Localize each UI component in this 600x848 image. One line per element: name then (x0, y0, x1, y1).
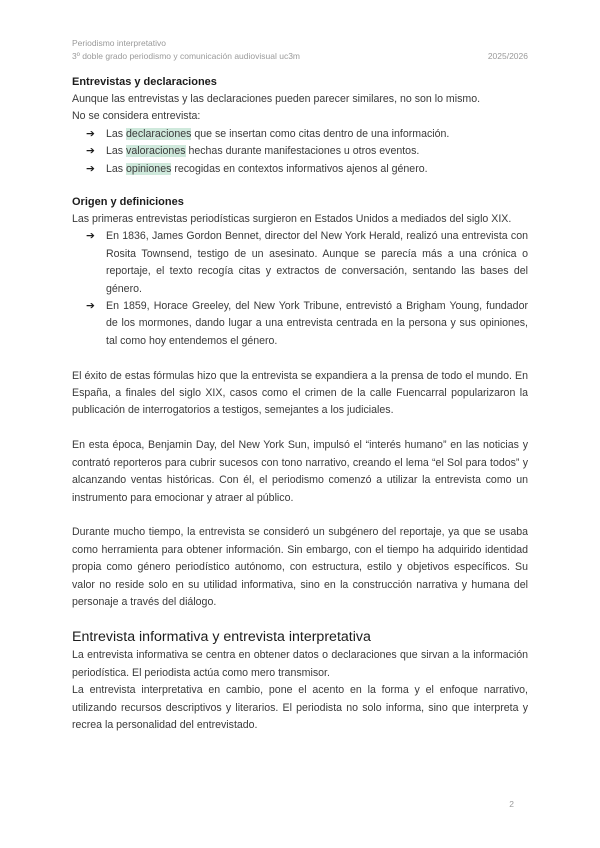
paragraph: El éxito de estas fórmulas hizo que la entrevista se expandiera a la prensa de todo el mundo. En España, a finales del siglo XIX, casos como el crimen de la calle Fuencarral popularizaron la publicación de interrogatorios a testigos, semejantes a los judiciales. (72, 369, 528, 417)
paragraph: Las primeras entrevistas periodísticas surgieron en Estados Unidos a mediados del siglo XIX. (72, 213, 512, 226)
paragraph: La entrevista informativa se centra en obtener datos o declaraciones que sirvan a la información periodística. El periodista actúa como mero transmisor. (72, 649, 528, 679)
arrow-icon: ➔ (86, 145, 95, 158)
arrow-icon: ➔ (86, 162, 95, 175)
arrow-icon: ➔ (86, 300, 95, 313)
section-title-origen: Origen y definiciones (72, 196, 184, 209)
page-header (72, 37, 528, 63)
page-number: 2 (509, 799, 514, 809)
header-program: 3º doble grado periodismo y comunicación audiovisual uc3m (72, 51, 301, 61)
paragraph: En esta época, Benjamin Day, del New York Sun, impulsó el “interés humano” en las noticias y contrató reporteros para cubrir sucesos con tono narrativo, creando el lema “el Sol para todos” y alcanzando ventas históricas. Con él, el periodismo comenzó a utilizar la entrevista como un instrumento para emocionar y atraer al público. (72, 439, 528, 504)
list-item: ➔ En 1859, Horace Greeley, del New York Tribune, entrevistó a Brigham Young, fundador de los mormones, dando lugar a una entrevista centrada en la persona y sus opiniones, tal como hoy entendemos el género. (86, 300, 528, 347)
arrow-icon: ➔ (86, 127, 95, 140)
highlight: declaraciones (126, 127, 192, 140)
section-title-informativa: Entrevista informativa y entrevista interpretativa (72, 629, 371, 646)
page-content (72, 74, 528, 734)
list-item: ➔ Las declaraciones que se insertan como citas dentro de una información. (86, 126, 528, 143)
bullet-list (72, 126, 528, 178)
header-course: Periodismo interpretativo (72, 38, 167, 48)
bullet-list (72, 228, 528, 350)
paragraph: Durante mucho tiempo, la entrevista se consideró un subgénero del reportaje, ya que se usaba como herramienta para obtener información. Sin embargo, con el tiempo ha adquirido identidad propia como género periodístico autónomo, con estructura, estilo y objetivos específicos. Su valor no reside solo en su utilidad informativa, sino en la construcción narrativa y humana del personaje a través del diálogo. (72, 526, 528, 608)
arrow-icon: ➔ (86, 230, 95, 243)
header-year: 2025/2026 (487, 51, 528, 61)
list-item: ➔ Las opiniones recogidas en contextos informativos ajenos al género. (86, 161, 528, 178)
list-item: ➔ En 1836, James Gordon Bennet, director del New York Herald, realizó una entrevista con Rosita Townsend, testigo de un asesinato. Aunque se parecía más a una crónica o reportaje, el texto recogía citas y extractos de conversación, sentando las bases del género. (86, 230, 528, 295)
highlight: valoraciones (126, 145, 186, 158)
section-title-entrevistas: Entrevistas y declaraciones (72, 76, 217, 88)
list-item: ➔ Las valoraciones hechas durante manifestaciones u otros eventos. (86, 143, 528, 160)
paragraph: Aunque las entrevistas y las declaraciones pueden parecer similares, no son lo mismo. (72, 93, 481, 105)
highlight: opiniones (126, 162, 172, 175)
paragraph: La entrevista interpretativa en cambio, pone el acento en la forma y el enfoque narrativo, utilizando recursos descriptivos y literarios. El periodista no solo informa, sino que interpreta y recrea la personalidad del entrevistado. (72, 684, 528, 731)
paragraph: No se considera entrevista: (72, 110, 201, 123)
